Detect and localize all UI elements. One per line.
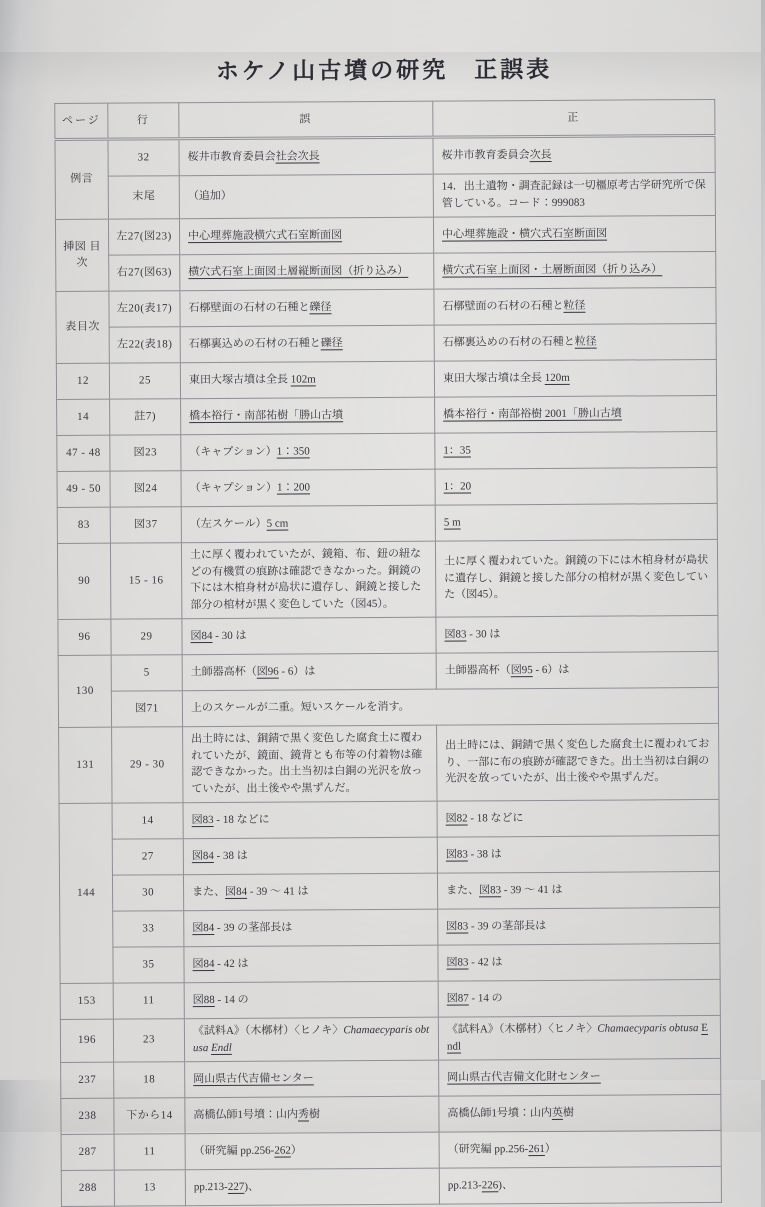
corrected-text: 橋本裕行・南部祐樹「勝山古墳 <box>189 408 344 422</box>
table-row <box>57 503 717 543</box>
line-cell: 註7) <box>110 399 181 435</box>
cell-text: 東田大塚古墳は全長 <box>188 373 291 386</box>
page-title: ホケノ山古墳の研究 正誤表 <box>215 56 553 84</box>
corrected-text: 社会次長 <box>275 150 320 163</box>
wrong-cell <box>180 253 434 291</box>
corrected-text: 岡山県古代吉備文化財センター <box>447 1070 601 1084</box>
line-cell: 図37 <box>110 507 181 543</box>
page-cell: 49 - 50 <box>57 471 110 507</box>
cell-text: - 30 は <box>466 628 501 641</box>
corrected-text: 橋本裕行・南部裕樹 2001「勝山古墳 <box>443 407 622 421</box>
cell-text: 樹 <box>562 1106 574 1119</box>
corrected-text: 横穴式石室上面図・土層断面図（折り込み） <box>442 263 663 277</box>
table-row <box>58 651 718 691</box>
corrected-text: 図87 <box>446 992 469 1005</box>
cell-text: - 39 ～ 41 は <box>247 885 309 898</box>
table-row <box>57 395 717 435</box>
page-cell: 130 <box>58 655 111 727</box>
table-row <box>56 323 716 363</box>
right-cell <box>434 359 716 397</box>
table-row <box>58 687 718 727</box>
line-cell: 左27(図23) <box>108 219 179 255</box>
cell-text: - 39 の茎部長は <box>468 919 547 933</box>
cell-text: 《試料A》（木槨材）〈ヒノキ〉 <box>446 1022 598 1036</box>
line-cell: 図71 <box>111 691 182 727</box>
table-row <box>59 871 719 911</box>
table-row <box>56 287 716 327</box>
table-row <box>59 723 719 803</box>
table-row <box>55 215 715 255</box>
table-row <box>56 251 716 291</box>
cell-text: 桜井市教育委員会 <box>187 150 276 163</box>
line-cell: 5 <box>111 655 182 691</box>
table-row <box>61 1058 721 1098</box>
table-row <box>57 467 717 507</box>
right-cell <box>439 1166 721 1204</box>
cell-text: Chamaecyparis obtusa <box>192 1023 430 1054</box>
cell-text: - 42 は <box>214 957 249 970</box>
table-row <box>61 1094 721 1134</box>
corrected-text: 図83 <box>191 813 214 826</box>
corrected-text: 粒径 <box>563 299 586 312</box>
page-cell: 238 <box>61 1098 114 1134</box>
corrected-text: 英 <box>551 1106 563 1119</box>
cell-text: 樹 <box>308 1108 320 1121</box>
right-cell <box>433 135 715 174</box>
line-cell: 図24 <box>110 471 181 507</box>
page-cell: 例言 <box>55 139 108 219</box>
wrong-cell <box>181 541 435 619</box>
wrong-cell <box>184 909 438 947</box>
corrected-text: 図82 <box>445 812 468 825</box>
corrected-text: 図84 <box>192 921 215 934</box>
right-cell <box>437 799 719 837</box>
corrected-text: 礫径 <box>309 301 332 314</box>
page-cell: 288 <box>61 1170 114 1206</box>
page-cell: 153 <box>60 983 113 1019</box>
cell-text: （キャプション） <box>189 481 277 494</box>
line-cell: 13 <box>114 1170 185 1206</box>
cell-text: また、 <box>446 884 480 897</box>
line-cell: 29 - 30 <box>112 727 183 803</box>
cell-text: 石槨裏込めの石材の石種と <box>442 335 575 349</box>
right-cell <box>434 287 716 325</box>
corrected-text: 図83 <box>444 628 467 641</box>
corrected-text: 5 m <box>443 516 461 529</box>
errata-table-header <box>55 99 715 139</box>
table-row <box>57 539 717 619</box>
corrected-text: 中心埋葬施設・横穴式石室断面図 <box>442 227 608 241</box>
wrong-cell <box>180 325 434 363</box>
page-cell: 14 <box>57 399 110 435</box>
table-row <box>59 835 719 875</box>
corrected-text: 262 <box>274 1144 291 1157</box>
wrong-cell <box>182 653 436 691</box>
corrected-text: 図83 <box>446 920 469 933</box>
line-cell: 35 <box>113 947 184 983</box>
photographed-page <box>0 52 761 1194</box>
corrected-text: 秀 <box>297 1108 309 1121</box>
wrong-cell <box>184 981 438 1019</box>
cell-text: - 30 は <box>212 629 247 642</box>
page-cell: 83 <box>57 507 110 543</box>
right-cell <box>439 1130 721 1168</box>
corrected-text: 図95 <box>510 663 533 676</box>
table-row <box>60 979 720 1019</box>
wrong-cell <box>182 617 436 655</box>
corrected-text: 120m <box>544 371 570 384</box>
corrected-text: 261 <box>528 1142 545 1155</box>
table-row <box>59 799 719 839</box>
cell-text: - 14 の <box>468 992 503 1005</box>
corrected-text: 図96 <box>256 665 279 678</box>
document-sheet <box>0 50 765 1207</box>
right-cell <box>435 539 717 617</box>
corrected-text: 226 <box>481 1179 499 1192</box>
cell-text: 《試料A》（木槨材）〈ヒノキ〉 <box>192 1024 344 1038</box>
cell-text: ） <box>290 1144 302 1157</box>
line-cell: 30 <box>112 875 183 911</box>
col-header-right: 正 <box>433 99 715 137</box>
wrong-cell <box>185 1132 439 1170</box>
line-cell: 15 - 16 <box>110 543 181 619</box>
wrong-cell <box>183 873 437 911</box>
table-row <box>58 615 718 655</box>
cell-text: 土師器高杯（ <box>190 665 257 678</box>
line-cell: 29 <box>111 619 182 655</box>
right-cell <box>438 1015 720 1060</box>
corrected-text: 図84 <box>192 957 215 970</box>
cell-text: )、 <box>498 1178 513 1192</box>
corrected-text: 5 cm <box>266 517 289 530</box>
right-cell <box>434 323 716 361</box>
cell-text: 石槨裏込めの石材の石種と <box>188 337 321 350</box>
cell-text: Chamaecyparis obtusa <box>597 1022 699 1035</box>
corrected-text: Endl <box>211 1041 232 1054</box>
corrected-text: 次長 <box>529 148 552 161</box>
table-row <box>55 172 715 219</box>
line-cell: 図23 <box>110 435 181 471</box>
line-cell: 11 <box>114 1134 185 1170</box>
cell-text: 土に厚く覆われていた。銅鏡の下には木棺身材が島状に遺存し、銅鏡と接した部分の棺材が黒く変色していた（図45）。 <box>444 554 709 601</box>
page-cell: 90 <box>57 543 110 619</box>
wrong-cell <box>181 469 435 507</box>
page-cell: 表目次 <box>56 291 109 363</box>
wrong-cell <box>179 137 433 176</box>
cell-text: - 38 は <box>467 848 502 861</box>
wrong-cell <box>183 837 437 875</box>
cell-text: 高橋仏師1号墳：山内 <box>447 1106 552 1120</box>
corrected-text: 227 <box>227 1180 245 1193</box>
right-cell <box>435 503 717 541</box>
corrected-text: 岡山県古代吉備センター <box>193 1072 314 1085</box>
page-cell: 144 <box>59 803 113 983</box>
cell-text: - 18 などに <box>213 813 270 826</box>
line-cell: 末尾 <box>108 176 179 219</box>
line-cell: 11 <box>113 983 184 1019</box>
right-cell <box>439 1094 721 1132</box>
table-row <box>60 1015 720 1062</box>
cell-text: )、 <box>244 1180 260 1193</box>
wrong-cell <box>183 725 437 803</box>
corrected-text: 図84 <box>225 885 248 898</box>
line-cell: 左20(表17) <box>109 291 180 327</box>
right-cell <box>438 943 720 981</box>
wrong-cell <box>179 174 433 219</box>
wrong-cell <box>184 1017 438 1062</box>
right-cell <box>437 723 719 801</box>
right-cell <box>433 215 715 253</box>
cell-text: 出土時には、銅錆で黒く変色した腐食土に覆われており、一部に布の痕跡が確認できた。出土当初は白銅の光沢を放っていたが、出土後やや黒ずんだ。 <box>445 738 710 785</box>
cell-text: - 39 の茎部長は <box>214 921 293 934</box>
right-cell <box>436 615 718 653</box>
corrected-text: 図84 <box>191 849 214 862</box>
cell-text: （キャプション） <box>189 445 277 458</box>
cell-text: （左スケール） <box>189 517 267 530</box>
cell-text: - 39 ～ 41 は <box>501 883 563 897</box>
wrong-cell <box>180 289 434 327</box>
right-cell <box>437 871 719 909</box>
corrected-text: 図83 <box>445 848 468 861</box>
errata-table <box>54 99 722 1207</box>
cell-text: pp.213- <box>193 1180 228 1193</box>
line-cell: 25 <box>109 363 180 399</box>
cell-text: （研究編 pp.256- <box>193 1144 275 1157</box>
line-cell: 33 <box>113 911 184 947</box>
wrong-cell <box>179 217 433 255</box>
line-cell: 32 <box>108 139 179 176</box>
cell-text: 石槨壁面の石材の石種と <box>442 299 564 313</box>
right-cell <box>439 1058 721 1096</box>
cell-text: （研究編 pp.256- <box>447 1142 529 1156</box>
right-cell <box>433 172 715 217</box>
line-cell: 左22(表18) <box>109 327 180 363</box>
wrong-cell <box>185 1168 439 1206</box>
right-cell <box>435 467 717 505</box>
page-cell: 12 <box>56 363 109 399</box>
line-cell: 23 <box>113 1019 184 1062</box>
wrong-cell <box>184 945 438 983</box>
cell-text: 上のスケールが二重。短いスケールを消す。 <box>190 700 410 714</box>
wrong-cell <box>185 1096 439 1134</box>
corrected-text: 図84 <box>190 629 213 642</box>
wrong-cell <box>180 361 434 399</box>
corrected-text: 1：200 <box>276 481 310 494</box>
cell-text: 桜井市教育委員会 <box>441 148 530 162</box>
cell-text: （追加） <box>187 190 232 203</box>
cell-text: - 6）は <box>278 665 316 678</box>
right-cell <box>435 395 717 433</box>
corrected-text: 1：350 <box>276 445 310 458</box>
corrected-text: 図83 <box>479 884 502 897</box>
right-cell <box>436 651 718 689</box>
page-cell: 131 <box>59 727 112 803</box>
cell-text: 土師器高杯（ <box>444 663 511 677</box>
cell-text: 14．出土遺物・調査記録は一切橿原考古学研究所で保管している。コード：999083 <box>441 179 706 210</box>
cell-text: 出土時には、銅錆で黒く変色した腐食土に覆われていたが、鏡面、鏡背とも布等の付着物は確認できなかった。出土当初は白銅の光沢を放っていたが、出土後やや黒ずんだ。 <box>191 731 423 795</box>
right-cell <box>437 835 719 873</box>
cell-text: - 42 は <box>468 956 503 969</box>
cell-text: - 18 などに <box>467 811 524 825</box>
wrong-cell <box>181 433 435 471</box>
table-row <box>61 1130 721 1170</box>
cell-text: pp.213- <box>447 1179 482 1192</box>
page-cell: 287 <box>61 1134 114 1170</box>
corrected-text: 横穴式石室上面図土層縦断面図（折り込み） <box>188 264 409 278</box>
wrong-cell <box>185 1060 439 1098</box>
right-cell <box>434 251 716 289</box>
table-row <box>61 1166 721 1206</box>
line-cell: 下から14 <box>114 1098 185 1134</box>
line-cell: 14 <box>112 803 183 839</box>
wrong-cell <box>183 801 437 839</box>
cell-text: - 38 は <box>213 849 248 862</box>
cell-text: 東田大塚古墳は全長 <box>442 371 545 385</box>
page-cell: 47 - 48 <box>57 435 110 471</box>
col-header-page: ページ <box>55 103 108 139</box>
line-cell: 右27(図63) <box>109 255 180 291</box>
corrected-text: 図88 <box>192 993 215 1006</box>
wrong-cell <box>181 505 435 543</box>
col-header-line: 行 <box>108 103 179 139</box>
table-row <box>55 135 715 176</box>
cell-text: - 14 の <box>214 993 249 1006</box>
table-row <box>57 431 717 471</box>
page-cell: 196 <box>60 1019 113 1062</box>
table-row <box>60 943 720 983</box>
page-cell: 237 <box>61 1062 114 1098</box>
corrected-text: 図83 <box>446 956 469 969</box>
cell-text: - 6）は <box>532 663 570 676</box>
corrected-text: 中心埋葬施設横穴式石室断面図 <box>188 228 343 242</box>
table-row <box>56 359 716 399</box>
errata-table-body <box>55 135 722 1206</box>
wrong-cell <box>182 687 718 726</box>
page-cell: 挿図 目次 <box>55 219 108 291</box>
line-cell: 18 <box>114 1062 185 1098</box>
right-cell <box>435 431 717 469</box>
page-cell: 96 <box>58 619 111 655</box>
col-header-wrong: 誤 <box>179 101 433 139</box>
line-cell: 27 <box>112 839 183 875</box>
corrected-text: 粒径 <box>574 335 597 348</box>
cell-text: また、 <box>192 885 226 898</box>
cell-text: 石槨壁面の石材の石種と <box>188 301 310 314</box>
wrong-cell <box>181 397 435 435</box>
corrected-text: Endl <box>446 1022 708 1053</box>
cell-text: 高橋仏師1号墳：山内 <box>193 1108 298 1121</box>
right-cell <box>438 979 720 1017</box>
cell-text: 土に厚く覆われていたが、鏡箱、布、鈕の紐などの有機質の痕跡は確認できなかった。銅鏡の下には木棺身材が島状に遺存し、銅鏡と接した部分の棺材が黒く変色していた（図45）。 <box>189 547 422 611</box>
cell-text: ） <box>544 1142 556 1155</box>
corrected-text: 102m <box>290 373 316 386</box>
corrected-text: 1：35 <box>443 444 471 457</box>
table-row <box>60 907 720 947</box>
right-cell <box>438 907 720 945</box>
header-row <box>55 99 715 139</box>
corrected-text: 1：20 <box>443 480 472 493</box>
corrected-text: 礫径 <box>320 336 343 350</box>
